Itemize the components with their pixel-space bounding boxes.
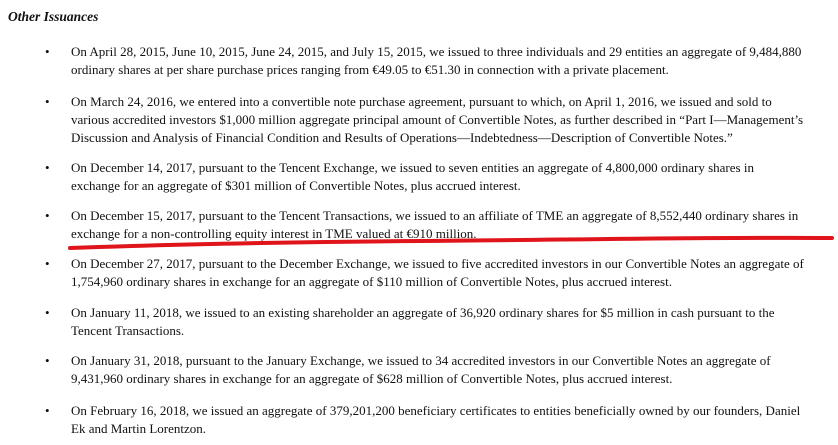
section-heading: Other Issuances: [8, 9, 99, 24]
list-item-text: [71, 159, 831, 195]
text-line: Ek and Martin Lorentzon.: [71, 421, 207, 436]
bullet: •: [45, 208, 50, 223]
list-item-text: [71, 207, 831, 243]
text-line: 1,754,960 ordinary shares in exchange for an aggregate of $110 million of Convertible Notes, plus accrued interest.: [71, 274, 672, 289]
list-item-text: [71, 255, 831, 291]
text-line: exchange for a non-controlling equity interest in TME valued at €910 million.: [71, 226, 477, 241]
bullet: •: [45, 94, 50, 109]
bullet: •: [45, 44, 50, 59]
list-item-text: [71, 402, 831, 438]
list-item-text: [71, 352, 831, 388]
bullet: •: [45, 305, 50, 320]
text-line: 9,431,960 ordinary shares in exchange for an aggregate of $628 million of Convertible Notes, plus accrued interest.: [71, 371, 673, 386]
list-item-text: [71, 43, 831, 79]
text-line: On December 27, 2017, pursuant to the December Exchange, we issued to five accredited investors in our Convertible Notes an aggregate of: [71, 256, 804, 271]
text-line: exchange for an aggregate of $301 million of Convertible Notes, plus accrued interest.: [71, 178, 521, 193]
text-line: On February 16, 2018, we issued an aggregate of 379,201,200 beneficiary certificates to entities beneficially owned by our founders, Daniel: [71, 403, 801, 418]
text-line: On April 28, 2015, June 10, 2015, June 24, 2015, and July 15, 2015, we issued to three individuals and 29 entities an aggregate of 9,484,880: [71, 44, 802, 59]
bullet: •: [45, 256, 50, 271]
list-item-text: [71, 304, 831, 340]
text-line: On December 14, 2017, pursuant to the Tencent Exchange, we issued to seven entities an aggregate of 4,800,000 ordinary shares in: [71, 160, 754, 175]
bullet: •: [45, 160, 50, 175]
text-line: On March 24, 2016, we entered into a convertible note purchase agreement, pursuant to which, on April 1, 2016, we issued and sold to: [71, 94, 772, 109]
bullet: •: [45, 353, 50, 368]
text-line: Tencent Transactions.: [71, 323, 185, 338]
text-line: On December 15, 2017, pursuant to the Tencent Transactions, we issued to an affiliate of TME an aggregate of 8,552,440 ordinary shares in: [71, 208, 799, 223]
bullet: •: [45, 403, 50, 418]
text-line: On January 31, 2018, pursuant to the January Exchange, we issued to 34 accredited investors in our Convertible Notes an aggregate of: [71, 353, 771, 368]
list-item-text: [71, 93, 831, 147]
text-line: various accredited investors $1,000 million aggregate principal amount of Convertible Notes, as further described in “Part I—Management’s: [71, 112, 804, 127]
text-line: ordinary shares at per share purchase prices ranging from €49.05 to €51.30 in connection with a private placement.: [71, 62, 669, 77]
text-line: Discussion and Analysis of Financial Condition and Results of Operations—Indebtedness—Description of Convertible Notes.”: [71, 130, 733, 145]
text-line: On January 11, 2018, we issued to an existing shareholder an aggregate of 36,920 ordinary shares for $5 million in cash pursuant to the: [71, 305, 775, 320]
